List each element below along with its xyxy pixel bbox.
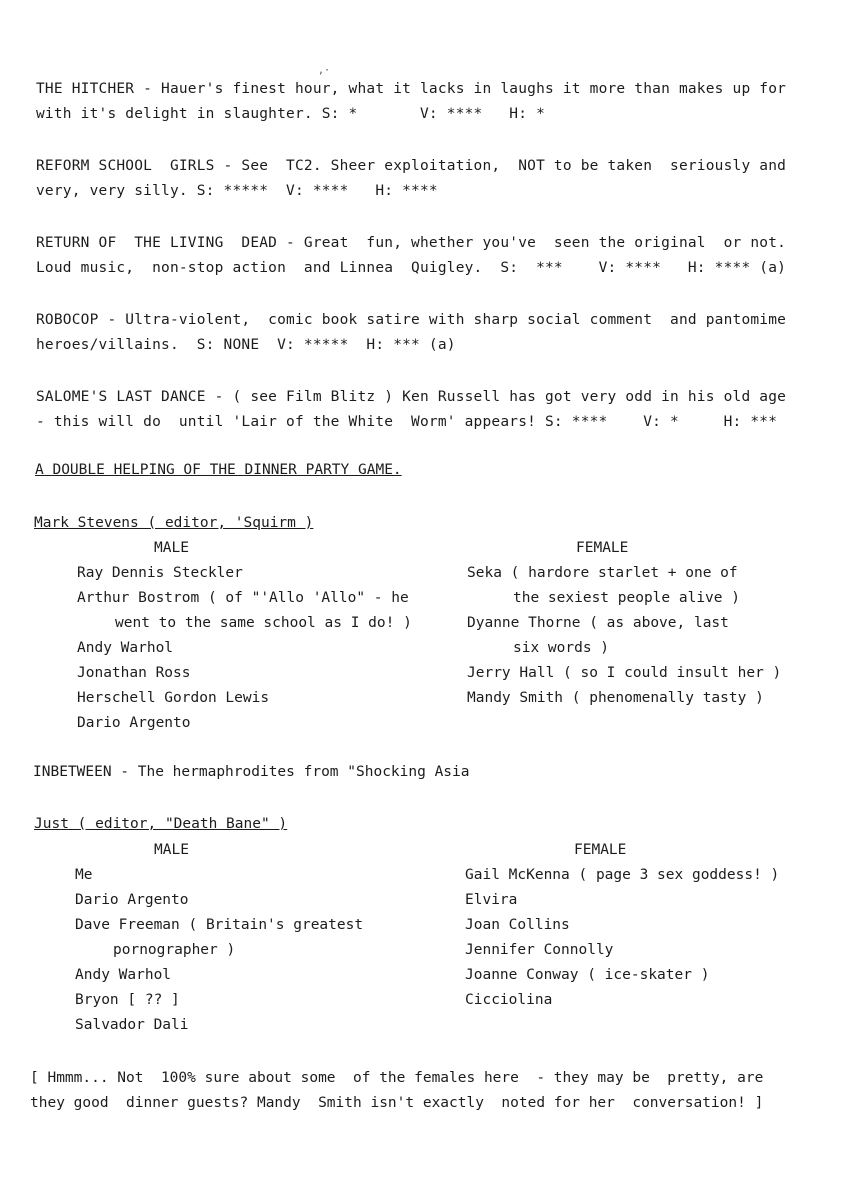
review-reform-school-girls bbox=[36, 154, 816, 204]
list-item: Joan Collins bbox=[465, 917, 570, 933]
review-line: ROBOCOP - Ultra-violent, comic book satire with sharp social comment and pantomime bbox=[36, 312, 787, 328]
list-item: Andy Warhol bbox=[77, 640, 174, 656]
list-item: six words ) bbox=[513, 640, 610, 656]
list-item: Elvira bbox=[465, 892, 518, 908]
list-item: Seka ( hardore starlet + one of bbox=[467, 565, 738, 581]
review-line: with it's delight in slaughter. S: * V: **** H: * bbox=[36, 106, 545, 122]
list-item: Jonathan Ross bbox=[77, 665, 191, 681]
list-item: Herschell Gordon Lewis bbox=[77, 690, 270, 706]
guest1-male-label: MALE bbox=[154, 540, 189, 556]
guest1-female-list bbox=[467, 561, 781, 711]
inbetween-line: INBETWEEN - The hermaphrodites from "Shocking Asia bbox=[33, 764, 470, 780]
review-line: heroes/villains. S: NONE V: ***** H: *** (a) bbox=[36, 337, 456, 353]
review-line: Loud music, non-stop action and Linnea Quigley. S: *** V: **** H: **** (a) bbox=[36, 260, 787, 276]
ink-speck: ,· bbox=[318, 65, 331, 76]
review-return-of-the-living-dead bbox=[36, 231, 816, 281]
guest2-male-label: MALE bbox=[154, 842, 189, 858]
list-item: Joanne Conway ( ice-skater ) bbox=[465, 967, 710, 983]
review-line: RETURN OF THE LIVING DEAD - Great fun, whether you've seen the original or not. bbox=[36, 235, 787, 251]
list-item: Me bbox=[75, 867, 93, 883]
list-item: Mandy Smith ( phenomenally tasty ) bbox=[467, 690, 764, 706]
list-item: Bryon [ ?? ] bbox=[75, 992, 180, 1008]
list-item: Andy Warhol bbox=[75, 967, 172, 983]
guest2-name: Just ( editor, "Death Bane" ) bbox=[34, 816, 288, 832]
list-item: Dyanne Thorne ( as above, last bbox=[467, 615, 729, 631]
list-item: pornographer ) bbox=[113, 942, 236, 958]
editor-note bbox=[30, 1066, 830, 1116]
list-item: went to the same school as I do! ) bbox=[115, 615, 412, 631]
list-item: Dario Argento bbox=[77, 715, 191, 731]
review-the-hitcher bbox=[36, 77, 816, 127]
review-line: SALOME'S LAST DANCE - ( see Film Blitz ) Ken Russell has got very odd in his old age bbox=[36, 389, 787, 405]
list-item: Jennifer Connolly bbox=[465, 942, 614, 958]
guest2-male-list bbox=[75, 863, 363, 1038]
note-line: they good dinner guests? Mandy Smith isn't exactly noted for her conversation! ] bbox=[30, 1095, 764, 1111]
guest2-female-label: FEMALE bbox=[574, 842, 627, 858]
list-item: Jerry Hall ( so I could insult her ) bbox=[467, 665, 782, 681]
review-line: - this will do until 'Lair of the White Worm' appears! S: **** V: * H: *** bbox=[36, 414, 778, 430]
section-heading: A DOUBLE HELPING OF THE DINNER PARTY GAME. bbox=[35, 462, 402, 478]
list-item: the sexiest people alive ) bbox=[513, 590, 740, 606]
list-item: Dario Argento bbox=[75, 892, 189, 908]
review-line: very, very silly. S: ***** V: **** H: **** bbox=[36, 183, 438, 199]
review-robocop bbox=[36, 308, 816, 358]
review-line: THE HITCHER - Hauer's finest hour, what it lacks in laughs it more than makes up for bbox=[36, 81, 787, 97]
guest1-female-label: FEMALE bbox=[576, 540, 629, 556]
guest1-name: Mark Stevens ( editor, 'Squirm ) bbox=[34, 515, 314, 531]
list-item: Dave Freeman ( Britain's greatest bbox=[75, 917, 364, 933]
guest2-female-list bbox=[465, 863, 779, 1013]
review-line: REFORM SCHOOL GIRLS - See TC2. Sheer exploitation, NOT to be taken seriously and bbox=[36, 158, 787, 174]
list-item: Ray Dennis Steckler bbox=[77, 565, 243, 581]
list-item: Arthur Bostrom ( of "'Allo 'Allo" - he bbox=[77, 590, 409, 606]
guest1-male-list bbox=[77, 561, 412, 736]
list-item: Gail McKenna ( page 3 sex goddess! ) bbox=[465, 867, 780, 883]
review-salomes-last-dance bbox=[36, 385, 816, 435]
note-line: [ Hmmm... Not 100% sure about some of the females here - they may be pretty, are bbox=[30, 1070, 764, 1086]
list-item: Salvador Dali bbox=[75, 1017, 189, 1033]
list-item: Cicciolina bbox=[465, 992, 553, 1008]
